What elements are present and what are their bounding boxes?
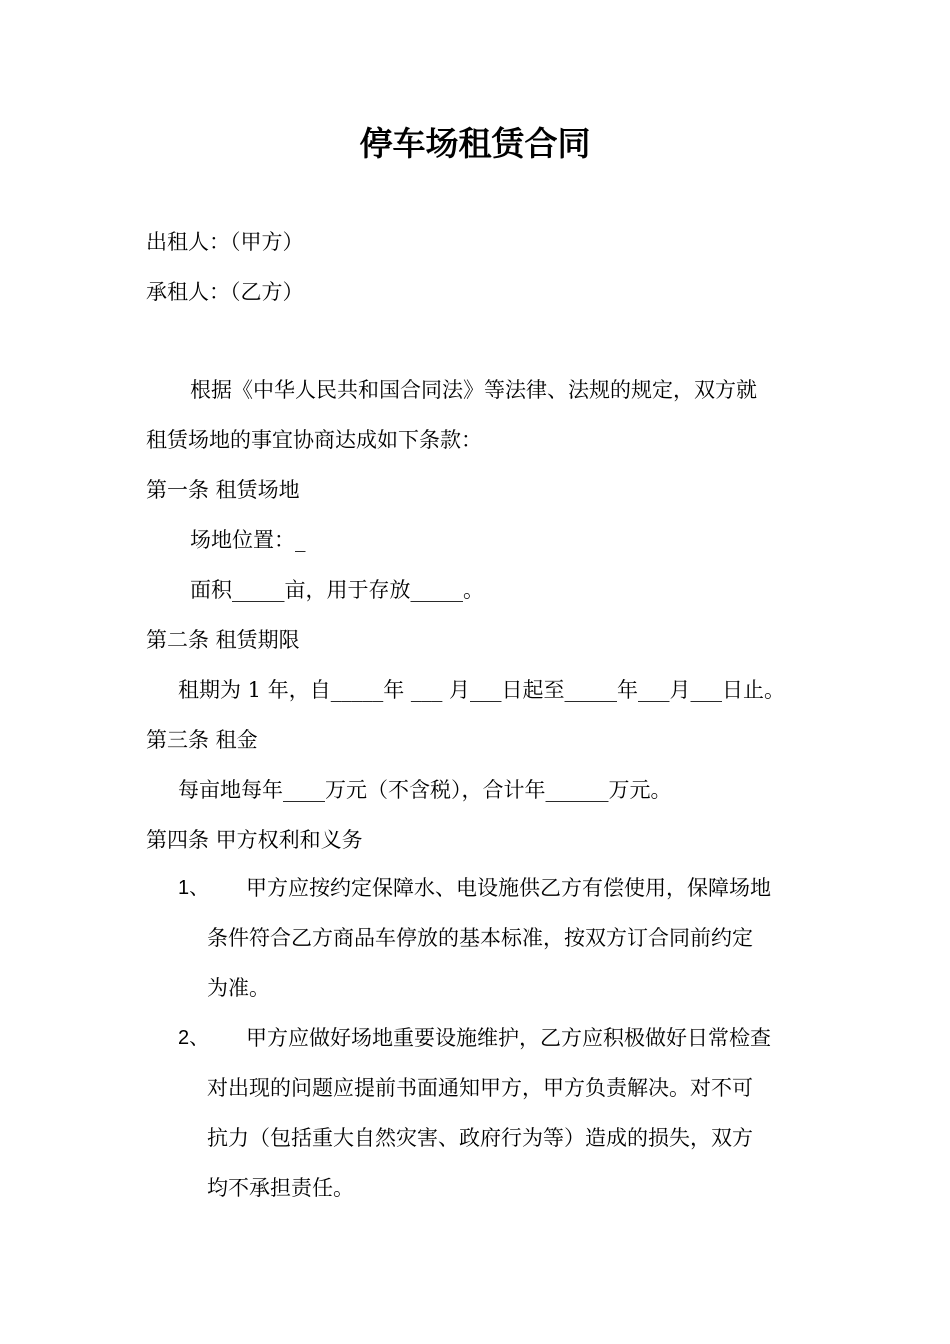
site-location: 场地位置：_: [190, 528, 306, 552]
item-1-line-2: 条件符合乙方商品车停放的基本标准，按双方订合同前约定: [207, 926, 753, 950]
item-2-number: 2、: [178, 1027, 210, 1049]
item-2-line-2: 对出现的问题应提前书面通知甲方，甲方负责解决。对不可: [207, 1076, 753, 1100]
article-1-heading: 第一条 租赁场地: [146, 478, 300, 502]
document-title: 停车场租赁合同: [359, 124, 591, 163]
lessor-line: 出租人：（甲方）: [146, 230, 304, 254]
item-2-line-1: 甲方应做好场地重要设施维护，乙方应积极做好日常检查: [246, 1026, 771, 1050]
lease-term: 租期为 1 年，自_____年 ___ 月___日起至_____年___月___日止。: [178, 678, 786, 702]
item-1-number: 1、: [178, 877, 210, 899]
article-2-heading: 第二条 租赁期限: [146, 628, 300, 652]
preamble-line-2: 租赁场地的事宜协商达成如下条款：: [146, 428, 482, 452]
article-4-heading: 第四条 甲方权利和义务: [146, 828, 363, 852]
item-1-line-1: 甲方应按约定保障水、电设施供乙方有偿使用，保障场地: [246, 876, 771, 900]
lessee-line: 承租人：（乙方）: [146, 280, 304, 304]
preamble-line-1: 根据《中华人民共和国合同法》等法律、法规的规定，双方就: [190, 378, 757, 402]
item-2-line-4: 均不承担责任。: [207, 1176, 354, 1200]
item-1-line-3: 为准。: [207, 976, 270, 1000]
site-area: 面积_____亩，用于存放_____。: [190, 578, 484, 602]
rent-line: 每亩地每年____万元（不含税），合计年______万元。: [178, 778, 672, 802]
item-2-line-3: 抗力（包括重大自然灾害、政府行为等）造成的损失，双方: [207, 1126, 753, 1150]
article-3-heading: 第三条 租金: [146, 728, 258, 752]
